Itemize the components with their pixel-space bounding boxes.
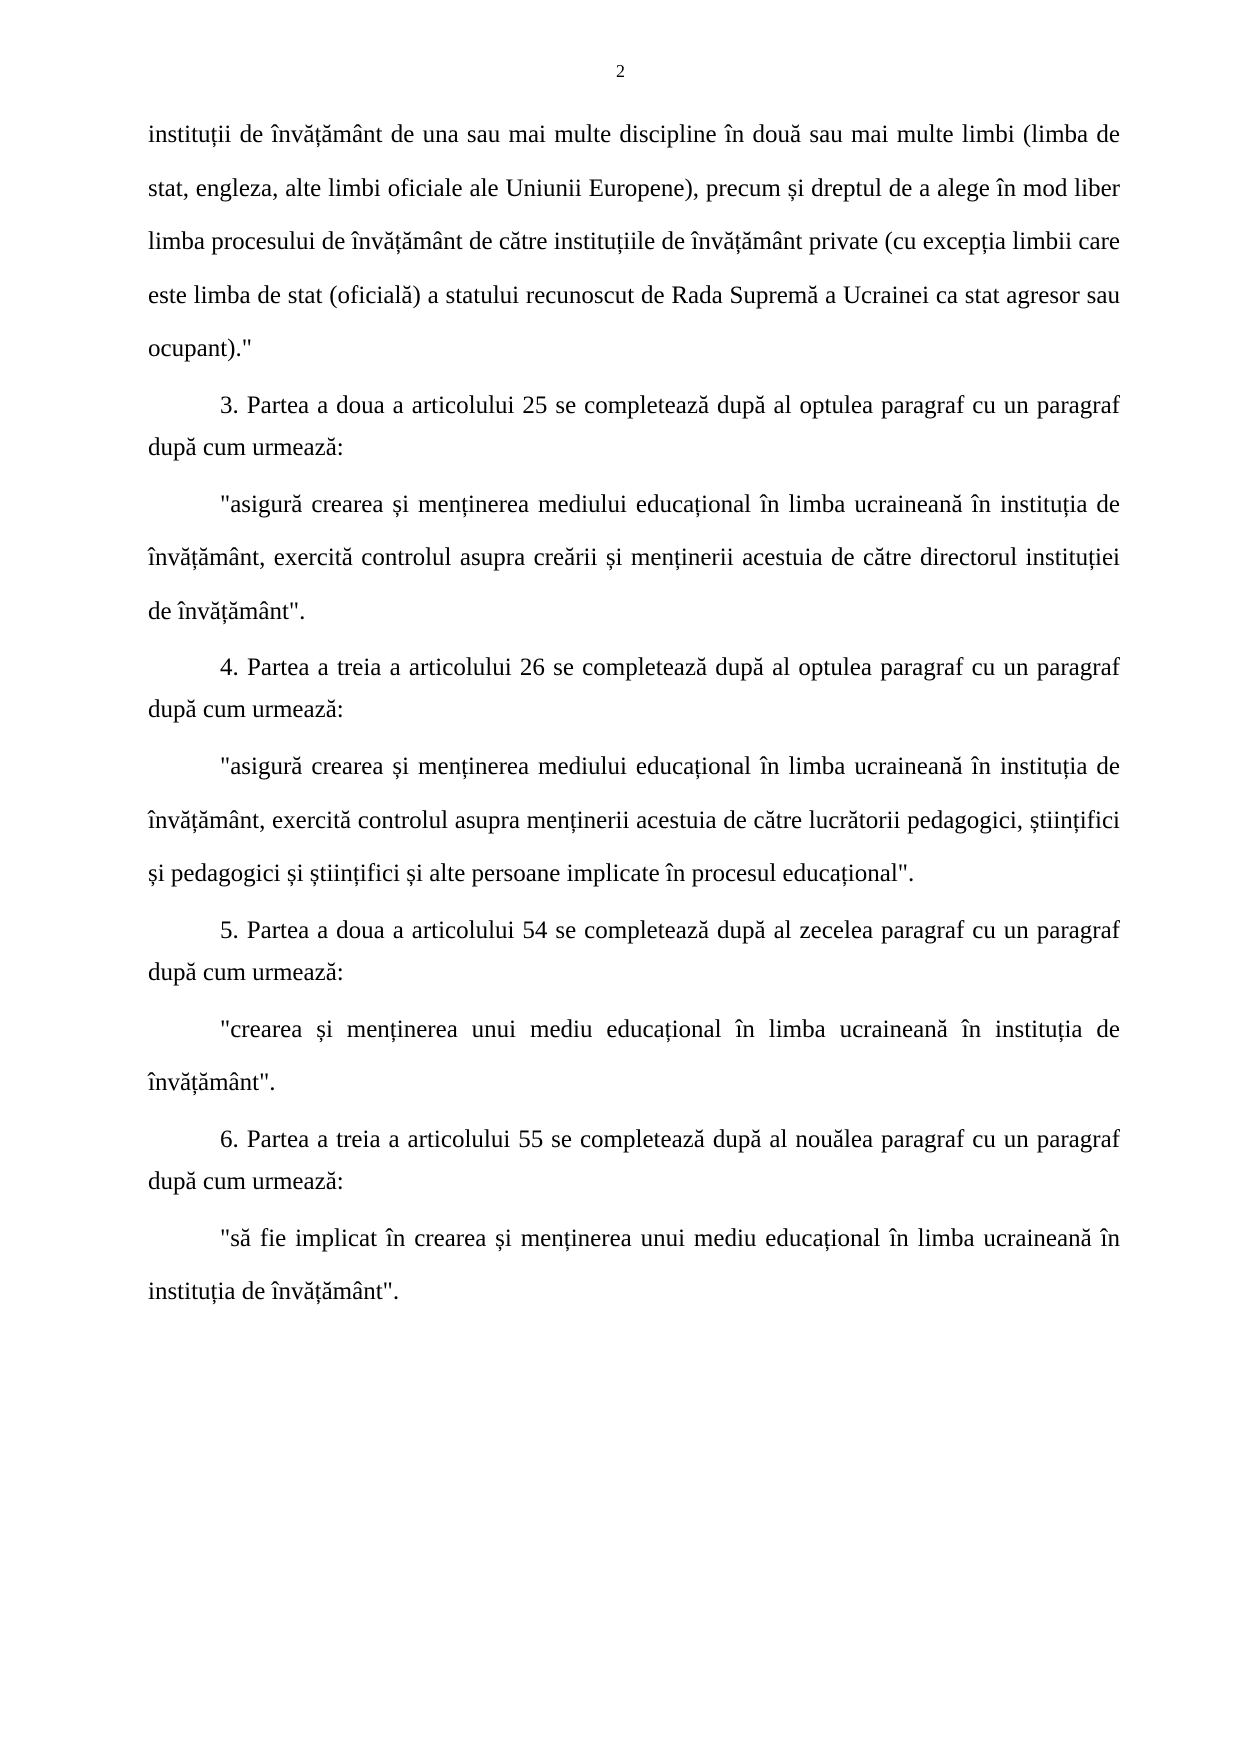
document-body [148, 108, 1120, 1319]
paragraph-quote-3: "asigură crearea și menținerea mediului educațional în limba ucraineană în instituția de învățământ, exercită controlul asupra creării și menținerii acestuia de către directorul instituției de învățământ". [148, 490, 1120, 625]
paragraph-item-3: 3. Partea a doua a articolului 25 se completează după al optulea paragraf cu un paragraf după cum urmează: [148, 391, 1120, 461]
paragraph-quote-5: "crearea și menținerea unui mediu educațional în limba ucraineană în instituția de învățământ". [148, 1015, 1120, 1096]
paragraph-item-4: 4. Partea a treia a articolului 26 se completează după al optulea paragraf cu un paragraf după cum urmează: [148, 654, 1120, 723]
paragraph-item-5: 5. Partea a doua a articolului 54 se completează după al zecelea paragraf cu un paragraf după cum urmează: [148, 916, 1120, 986]
paragraph-continuation: instituții de învățământ de una sau mai multe discipline în două sau mai multe limbi (limba de stat, engleza, alte limbi oficiale ale Uniunii Europene), precum și dreptul de a alege în mod liber limba procesului de învățământ de către instituțiile de învățământ private (cu excepția limbii care este limba de stat (oficială) a statului recunoscut de Rada Supremă a Ucrainei ca stat agresor sau ocupant)." [148, 121, 1120, 362]
paragraph-item-6: 6. Partea a treia a articolului 55 se completează după al nouălea paragraf cu un paragraf după cum urmează: [148, 1125, 1120, 1195]
paragraph-quote-6: "să fie implicat în crearea și menținerea unui mediu educațional în limba ucraineană în instituția de învățământ". [148, 1224, 1120, 1305]
paragraph-quote-4: "asigură crearea și menținerea mediului educațional în limba ucraineană în instituția de învățământ, exercită controlul asupra menținerii acestuia de către lucrătorii pedagogici, științifici și pedagogici și științifici și alte persoane implicate în procesul educațional". [148, 753, 1120, 887]
page-number: 2 [616, 61, 625, 81]
